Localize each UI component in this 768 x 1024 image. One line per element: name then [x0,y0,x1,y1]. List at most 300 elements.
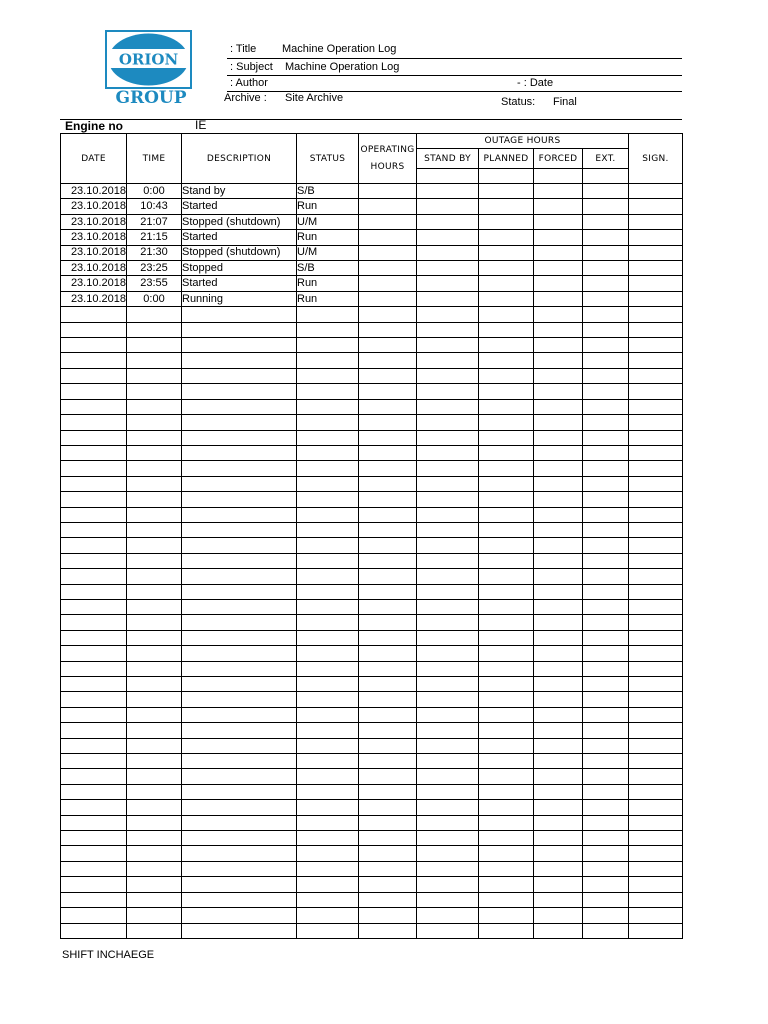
cell-empty [182,492,297,507]
cell-empty [417,831,479,846]
cell-empty [629,445,683,460]
cell-empty [583,415,629,430]
cell-empty [534,230,583,245]
log-row-empty [61,384,683,399]
cell-empty [61,831,127,846]
cell-empty [359,399,417,414]
cell-empty [534,214,583,229]
cell-empty [417,214,479,229]
cell-empty [583,800,629,815]
cell-empty [417,476,479,491]
cell-empty [479,430,534,445]
cell-empty [127,338,182,353]
cell-empty [359,461,417,476]
cell-empty [479,784,534,799]
cell-empty [534,445,583,460]
cell-empty [417,291,479,306]
cell-empty [417,415,479,430]
cell-empty [479,338,534,353]
cell-empty [182,877,297,892]
cell-empty [182,846,297,861]
cell-empty [127,415,182,430]
cell-empty [182,692,297,707]
cell-empty [583,492,629,507]
cell-empty [61,861,127,876]
cell-empty [127,507,182,522]
cell-empty [182,353,297,368]
cell-empty [583,338,629,353]
cell-empty [182,430,297,445]
cell-empty [479,815,534,830]
cell-empty [583,892,629,907]
cell-empty [127,815,182,830]
cell-empty [534,723,583,738]
cell-empty [182,769,297,784]
cell-empty [417,892,479,907]
cell-status: Run [297,276,359,291]
cell-description: Started [182,230,297,245]
log-row-empty [61,599,683,614]
cell-empty [417,677,479,692]
subject-value: Machine Operation Log [285,61,400,73]
cell-empty [417,384,479,399]
cell-date: 23.10.2018 [61,276,127,291]
operation-log-table [60,133,683,939]
cell-empty [297,353,359,368]
cell-empty [479,307,534,322]
cell-empty [534,877,583,892]
cell-empty [182,507,297,522]
cell-empty [583,646,629,661]
cell-empty [583,707,629,722]
cell-empty [479,646,534,661]
cell-empty [479,754,534,769]
cell-empty [583,368,629,383]
shift-incharge-label: SHIFT INCHAEGE [62,949,155,961]
cell-empty [127,677,182,692]
cell-empty [127,353,182,368]
cell-empty [127,307,182,322]
cell-empty [583,476,629,491]
cell-empty [479,677,534,692]
subject-label: : Subject [230,61,273,73]
cell-empty [417,322,479,337]
cell-empty [359,784,417,799]
cell-empty [583,553,629,568]
cell-empty [61,892,127,907]
archive-label: Archive : [224,92,267,104]
header-divider-4 [60,119,682,120]
cell-empty [182,784,297,799]
cell-empty [629,184,683,199]
orion-group-logo [105,30,200,106]
cell-empty [61,630,127,645]
cell-description: Started [182,276,297,291]
cell-empty [359,923,417,938]
log-row-empty [61,522,683,537]
cell-empty [127,553,182,568]
cell-empty [359,723,417,738]
cell-empty [479,892,534,907]
cell-empty [479,353,534,368]
cell-empty [359,199,417,214]
cell-empty [297,445,359,460]
cell-empty [417,492,479,507]
cell-empty [479,199,534,214]
log-row-empty [61,569,683,584]
cell-empty [182,384,297,399]
cell-empty [417,445,479,460]
cell-empty [417,230,479,245]
cell-empty [417,815,479,830]
log-row [61,291,683,306]
log-row-empty [61,553,683,568]
cell-empty [534,430,583,445]
cell-empty [182,646,297,661]
cell-empty [359,492,417,507]
cell-empty [479,661,534,676]
cell-empty [61,784,127,799]
cell-empty [479,322,534,337]
cell-empty [127,399,182,414]
log-row-empty [61,368,683,383]
cell-empty [297,507,359,522]
cell-empty [629,538,683,553]
cell-empty [534,538,583,553]
cell-empty [534,754,583,769]
cell-empty [583,230,629,245]
cell-empty [629,800,683,815]
cell-empty [359,384,417,399]
cell-empty [182,522,297,537]
cell-empty [182,615,297,630]
cell-empty [417,877,479,892]
cell-empty [182,553,297,568]
header-stand-by-sub [417,169,479,184]
cell-empty [182,584,297,599]
cell-empty [127,861,182,876]
cell-empty [417,754,479,769]
header-operating-line1: OPERATING [360,144,415,155]
cell-empty [534,677,583,692]
cell-empty [583,692,629,707]
cell-empty [417,430,479,445]
cell-empty [61,923,127,938]
header-forced: FORCED [534,149,583,169]
cell-empty [534,923,583,938]
log-row-empty [61,615,683,630]
cell-empty [417,692,479,707]
cell-empty [629,492,683,507]
cell-empty [534,630,583,645]
cell-empty [417,599,479,614]
header-operating-line2: HOURS [370,161,405,172]
cell-empty [297,553,359,568]
cell-empty [629,630,683,645]
cell-empty [534,908,583,923]
cell-empty [583,276,629,291]
cell-empty [359,415,417,430]
cell-empty [127,322,182,337]
cell-empty [417,800,479,815]
cell-empty [534,415,583,430]
cell-empty [534,399,583,414]
cell-empty [534,291,583,306]
cell-empty [534,245,583,260]
log-row-empty [61,538,683,553]
cell-empty [417,538,479,553]
cell-empty [61,445,127,460]
cell-empty [182,307,297,322]
log-row-empty [61,815,683,830]
cell-empty [127,368,182,383]
log-row-empty [61,415,683,430]
cell-time: 0:00 [127,291,182,306]
cell-empty [359,230,417,245]
cell-empty [359,538,417,553]
cell-empty [629,646,683,661]
cell-empty [182,892,297,907]
cell-empty [127,877,182,892]
cell-time: 21:30 [127,245,182,260]
archive-value: Site Archive [285,92,344,104]
cell-empty [479,553,534,568]
cell-empty [479,538,534,553]
header-planned-sub [479,169,534,184]
cell-status: U/M [297,214,359,229]
log-row-empty [61,353,683,368]
cell-empty [127,754,182,769]
cell-empty [182,415,297,430]
cell-empty [583,430,629,445]
cell-empty [534,646,583,661]
log-row-empty [61,831,683,846]
cell-empty [583,754,629,769]
cell-empty [127,661,182,676]
cell-empty [127,723,182,738]
cell-empty [583,784,629,799]
cell-empty [629,461,683,476]
log-row-empty [61,877,683,892]
cell-empty [583,615,629,630]
cell-empty [479,800,534,815]
cell-empty [61,769,127,784]
cell-empty [534,815,583,830]
cell-empty [583,445,629,460]
cell-empty [359,877,417,892]
cell-empty [297,461,359,476]
log-row-empty [61,476,683,491]
cell-empty [359,507,417,522]
cell-empty [359,291,417,306]
cell-empty [417,307,479,322]
log-row [61,276,683,291]
cell-empty [61,522,127,537]
cell-time: 10:43 [127,199,182,214]
cell-empty [583,461,629,476]
cell-empty [417,923,479,938]
cell-empty [359,692,417,707]
cell-empty [417,399,479,414]
cell-empty [479,569,534,584]
cell-empty [61,723,127,738]
cell-empty [534,846,583,861]
cell-empty [629,353,683,368]
cell-empty [297,322,359,337]
cell-empty [297,754,359,769]
cell-empty [629,599,683,614]
cell-empty [127,569,182,584]
log-row-empty [61,430,683,445]
cell-empty [61,307,127,322]
cell-empty [297,307,359,322]
cell-status: Run [297,199,359,214]
cell-empty [359,245,417,260]
cell-empty [182,322,297,337]
cell-empty [359,261,417,276]
cell-empty [61,553,127,568]
engine-no-label: Engine no [65,119,123,133]
status-label: Status: [501,96,536,108]
log-row-empty [61,492,683,507]
cell-empty [629,399,683,414]
cell-date: 23.10.2018 [61,184,127,199]
cell-empty [182,738,297,753]
header-ext: EXT. [583,149,629,169]
cell-empty [61,877,127,892]
cell-empty [297,476,359,491]
cell-empty [534,569,583,584]
cell-empty [583,399,629,414]
cell-empty [583,507,629,522]
log-row [61,261,683,276]
cell-empty [182,399,297,414]
cell-empty [359,276,417,291]
log-row-empty [61,892,683,907]
cell-empty [417,338,479,353]
cell-empty [127,846,182,861]
cell-empty [583,815,629,830]
cell-empty [629,338,683,353]
cell-empty [297,800,359,815]
header-forced-sub [534,169,583,184]
cell-empty [583,538,629,553]
cell-empty [629,861,683,876]
cell-empty [629,230,683,245]
cell-empty [534,507,583,522]
cell-empty [629,199,683,214]
log-row-empty [61,338,683,353]
cell-empty [417,769,479,784]
log-row [61,184,683,199]
cell-date: 23.10.2018 [61,291,127,306]
cell-empty [297,707,359,722]
cell-date: 23.10.2018 [61,230,127,245]
cell-empty [417,861,479,876]
cell-empty [297,815,359,830]
cell-empty [127,430,182,445]
title-value: Machine Operation Log [282,43,397,55]
cell-empty [359,738,417,753]
cell-empty [479,415,534,430]
cell-empty [583,723,629,738]
cell-empty [182,338,297,353]
log-row-empty [61,738,683,753]
cell-empty [127,615,182,630]
cell-empty [534,615,583,630]
cell-empty [297,399,359,414]
cell-empty [297,831,359,846]
cell-empty [127,892,182,907]
cell-empty [629,322,683,337]
cell-empty [417,353,479,368]
log-row-empty [61,630,683,645]
log-row-empty [61,399,683,414]
cell-empty [61,368,127,383]
cell-empty [534,692,583,707]
status-value: Final [553,96,577,108]
cell-empty [534,384,583,399]
cell-empty [359,892,417,907]
header-outage-hours: OUTAGE HOURS [417,134,629,149]
cell-empty [417,569,479,584]
cell-status: U/M [297,245,359,260]
cell-empty [417,615,479,630]
header-divider-1 [227,58,682,59]
cell-empty [417,661,479,676]
cell-empty [359,630,417,645]
cell-empty [583,599,629,614]
cell-empty [182,630,297,645]
cell-empty [297,877,359,892]
cell-empty [127,445,182,460]
cell-empty [534,584,583,599]
cell-empty [297,923,359,938]
cell-empty [479,461,534,476]
cell-empty [182,707,297,722]
cell-empty [297,384,359,399]
cell-empty [583,353,629,368]
cell-empty [127,646,182,661]
cell-empty [417,553,479,568]
cell-description: Started [182,199,297,214]
cell-empty [629,584,683,599]
cell-empty [479,908,534,923]
cell-empty [534,338,583,353]
cell-empty [479,276,534,291]
cell-empty [629,754,683,769]
cell-empty [127,538,182,553]
cell-empty [359,322,417,337]
cell-empty [127,599,182,614]
cell-empty [297,892,359,907]
cell-empty [479,492,534,507]
cell-empty [583,384,629,399]
log-row-empty [61,461,683,476]
cell-empty [127,707,182,722]
cell-empty [359,445,417,460]
cell-empty [61,492,127,507]
cell-empty [479,261,534,276]
cell-empty [479,384,534,399]
cell-empty [297,677,359,692]
cell-empty [479,184,534,199]
cell-empty [534,599,583,614]
cell-empty [583,908,629,923]
log-row-empty [61,445,683,460]
cell-empty [61,507,127,522]
cell-empty [417,630,479,645]
